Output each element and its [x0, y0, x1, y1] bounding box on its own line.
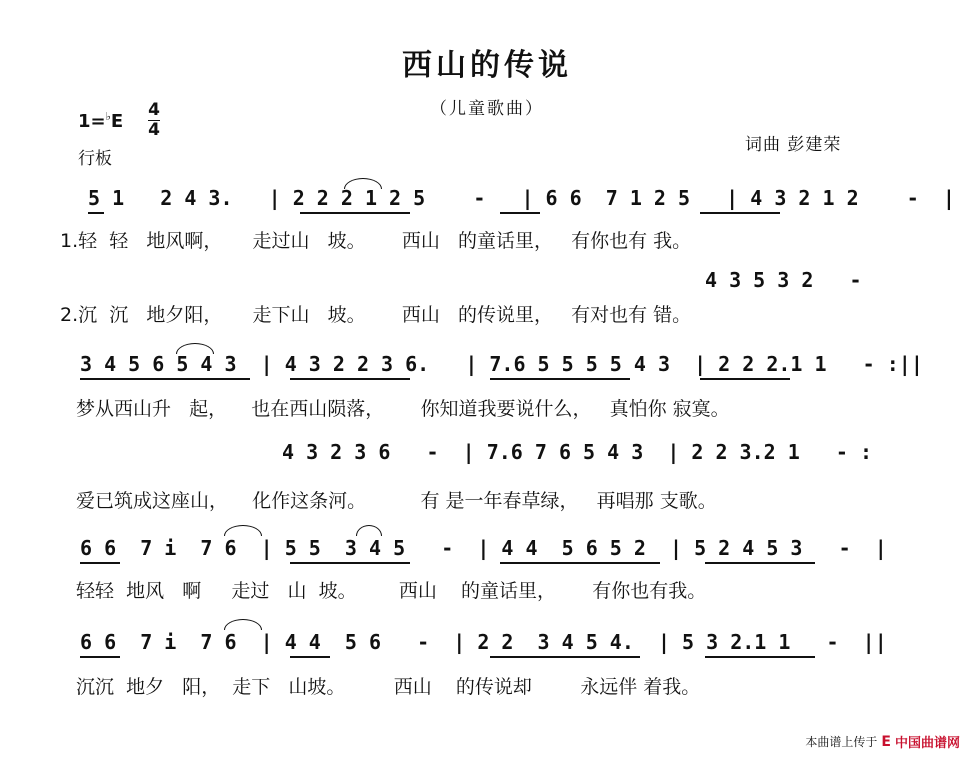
- lyrics-row-1-verse-1: 1.轻 轻 地风啊， 走过山 坡。 西山 的童话里， 有你也有 我。: [60, 230, 692, 252]
- underline-mark: [490, 656, 640, 658]
- underline-mark: [80, 562, 120, 564]
- underline-mark: [80, 378, 250, 380]
- alt-notation-row-2: 4 3 2 3 6 - | 7.6 7 6 5 4 3 | 2 2 3.2 1 - :: [282, 440, 873, 464]
- song-subtitle: （儿童歌曲）: [430, 99, 544, 119]
- lyrics-row-2-verse-1: 梦从西山升 起， 也在西山陨落， 你知道我要说什么， 真怕你 寂寞。: [76, 398, 730, 420]
- slur-mark: [224, 619, 262, 630]
- footer-text: 本曲谱上传于: [805, 735, 878, 749]
- slur-mark: [176, 343, 214, 354]
- notation-row-2: 3 4 5 6 5 4 3 | 4 3 2 2 3 6. | 7.6 5 5 5 5 4 3 | 2 2 2.1 1 - :||: [80, 352, 923, 376]
- underline-mark: [705, 562, 815, 564]
- lyrics-row-3-lyrics: 轻轻 地风 啊 走过 山 坡。 西山 的童话里， 有你也有我。: [76, 580, 707, 602]
- underline-mark: [88, 212, 104, 214]
- underline-mark: [300, 212, 410, 214]
- key-signature: [78, 110, 123, 132]
- notation-row-3: 6 6 7 i 7 6 | 5 5 3 4 5 - | 4 4 5 6 5 2 | 5 2 4 5 3 - |: [80, 536, 887, 560]
- site-logo-icon: E: [881, 733, 891, 750]
- underline-mark: [500, 212, 540, 214]
- underline-mark: [290, 656, 330, 658]
- song-title: 西山的传说: [402, 48, 572, 83]
- underline-mark: [290, 378, 410, 380]
- time-signature: [148, 102, 160, 139]
- notation-row-1: 5 1 2 4 3. | 2 2 2 1 2 5 - | 6 6 7 1 2 5 | 4 3 2 1 2 - |: [88, 186, 955, 210]
- alt-notation-row-1: 4 3 5 3 2 -: [705, 268, 862, 292]
- underline-mark: [700, 378, 790, 380]
- slur-mark: [344, 178, 382, 189]
- lyrics-row-4-lyrics: 沉沉 地夕 阳， 走下 山坡。 西山 的传说却 永远伴 着我。: [76, 676, 701, 698]
- underline-mark: [500, 562, 660, 564]
- key-prefix: 1=: [78, 111, 106, 132]
- time-top: 4: [148, 100, 160, 120]
- notation-row-4: 6 6 7 i 7 6 | 4 4 5 6 - | 2 2 3 4 5 4. | 5 3 2.1 1 - ||: [80, 630, 887, 654]
- slur-mark: [356, 525, 382, 536]
- underline-mark: [80, 656, 120, 658]
- key-note: E: [110, 111, 124, 132]
- tempo-marking: 行板: [78, 149, 112, 169]
- site-name[interactable]: 中国曲谱网: [894, 736, 960, 751]
- source-footer: [805, 732, 960, 751]
- flat-symbol: ♭: [105, 110, 111, 123]
- time-bottom: 4: [148, 120, 160, 140]
- underline-mark: [700, 212, 780, 214]
- underline-mark: [490, 378, 630, 380]
- composer-credit: 词曲 彭建荣: [745, 135, 842, 155]
- underline-mark: [705, 656, 815, 658]
- lyrics-row-1-verse-2: 2.沉 沉 地夕阳， 走下山 坡。 西山 的传说里， 有对也有 错。: [60, 304, 692, 326]
- lyrics-row-2-verse-2: 爱已筑成这座山， 化作这条河。 有 是一年春草绿， 再唱那 支歌。: [76, 490, 717, 512]
- slur-mark: [224, 525, 262, 536]
- underline-mark: [290, 562, 410, 564]
